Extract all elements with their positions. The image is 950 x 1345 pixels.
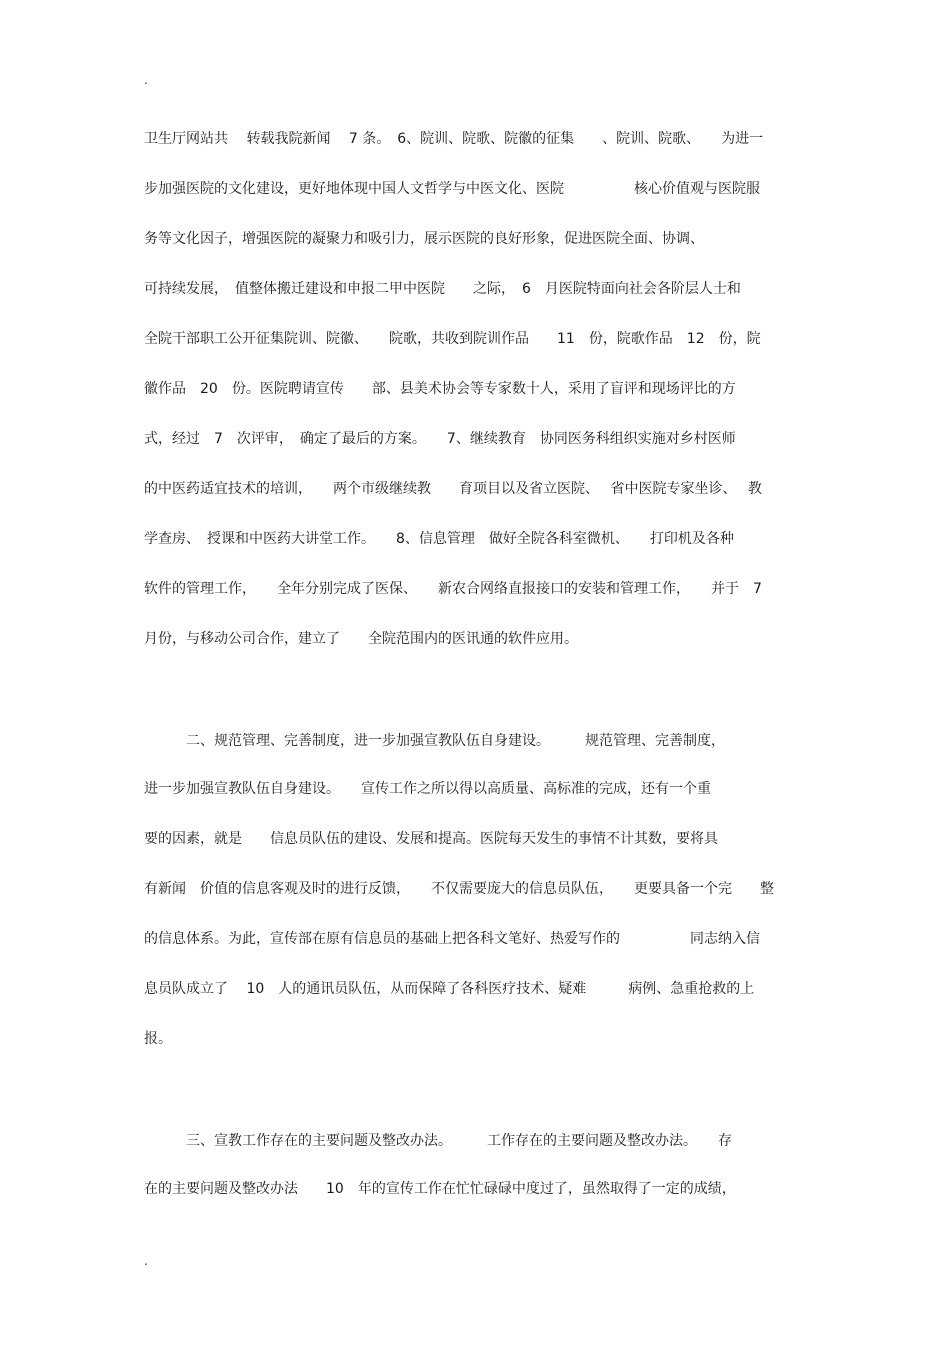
section-heading-2: 二、规范管理、完善制度，进一步加强宣教队伍自身建设。 规范管理、完善制度， — [144, 733, 725, 749]
body-text-line: 要的因素，就是 信息员队伍的建设、发展和提高。医院每天发生的事情不计其数，要将具 — [144, 831, 718, 847]
body-text-line: 软件的管理工作， 全年分别完成了医保、 新农合网络直报接口的安装和管理工作， 并于 7 — [144, 581, 762, 597]
body-text-line: 卫生厅网站共 转载我院新闻 7 条。 6、院训、院歌、院徽的征集 、院训、院歌、 为进一 — [144, 131, 764, 147]
body-text-line: 有新闻 价值的信息客观及时的进行反馈， 不仅需要庞大的信息员队伍， 更要具备一个完 整 — [144, 881, 774, 897]
body-text-line: 步加强医院的文化建设，更好地体现中国人文哲学与中医文化、医院 核心价值观与医院服 — [144, 181, 760, 197]
body-text-line: 在的主要问题及整改办法 10 年的宣传工作在忙忙碌碌中度过了，虽然取得了一定的成绩， — [144, 1181, 736, 1197]
body-text-line: 的信息体系。为此，宣传部在原有信息员的基础上把各科文笔好、热爱写作的 同志纳入信 — [144, 931, 760, 947]
body-text-line: 可持续发展， 值整体搬迁建设和申报二甲中医院 之际， 6 月医院特面向社会各阶层人士和 — [144, 281, 741, 297]
page-marker-top: . — [144, 73, 148, 87]
page-marker-bottom: . — [144, 1254, 148, 1268]
body-text-line: 徽作品 20 份。医院聘请宣传 部、县美术协会等专家数十人，采用了盲评和现场评比的方 — [144, 381, 736, 397]
body-text-line: 息员队成立了 10 人的通讯员队伍，从而保障了各科医疗技术、疑难 病例、急重抢救的上 — [144, 981, 755, 997]
body-text-line: 进一步加强宣教队伍自身建设。 宣传工作之所以得以高质量、高标准的完成，还有一个重 — [144, 781, 711, 797]
body-text-line: 的中医药适宜技术的培训， 两个市级继续教 育项目以及省立医院、 省中医院专家坐诊、 教 — [144, 481, 762, 497]
body-text-line: 报。 — [144, 1031, 172, 1047]
body-text-line: 月份，与移动公司合作，建立了 全院范围内的医讯通的软件应用。 — [144, 631, 578, 647]
body-text-line: 学查房、 授课和中医药大讲堂工作。 8、信息管理 做好全院各科室微机、 打印机及各种 — [144, 531, 734, 547]
body-text-line: 式，经过 7 次评审， 确定了最后的方案。 7、继续教育 协同医务科组织实施对乡村医师 — [144, 431, 736, 447]
body-text-line: 务等文化因子，增强医院的凝聚力和吸引力，展示医院的良好形象，促进医院全面、协调、 — [144, 231, 704, 247]
body-text-line: 全院干部职工公开征集院训、院徽、 院歌，共收到院训作品 11 份，院歌作品 12 份，院 — [144, 331, 761, 347]
section-heading-3: 三、宣教工作存在的主要问题及整改办法。 工作存在的主要问题及整改办法。 存 — [144, 1133, 732, 1149]
